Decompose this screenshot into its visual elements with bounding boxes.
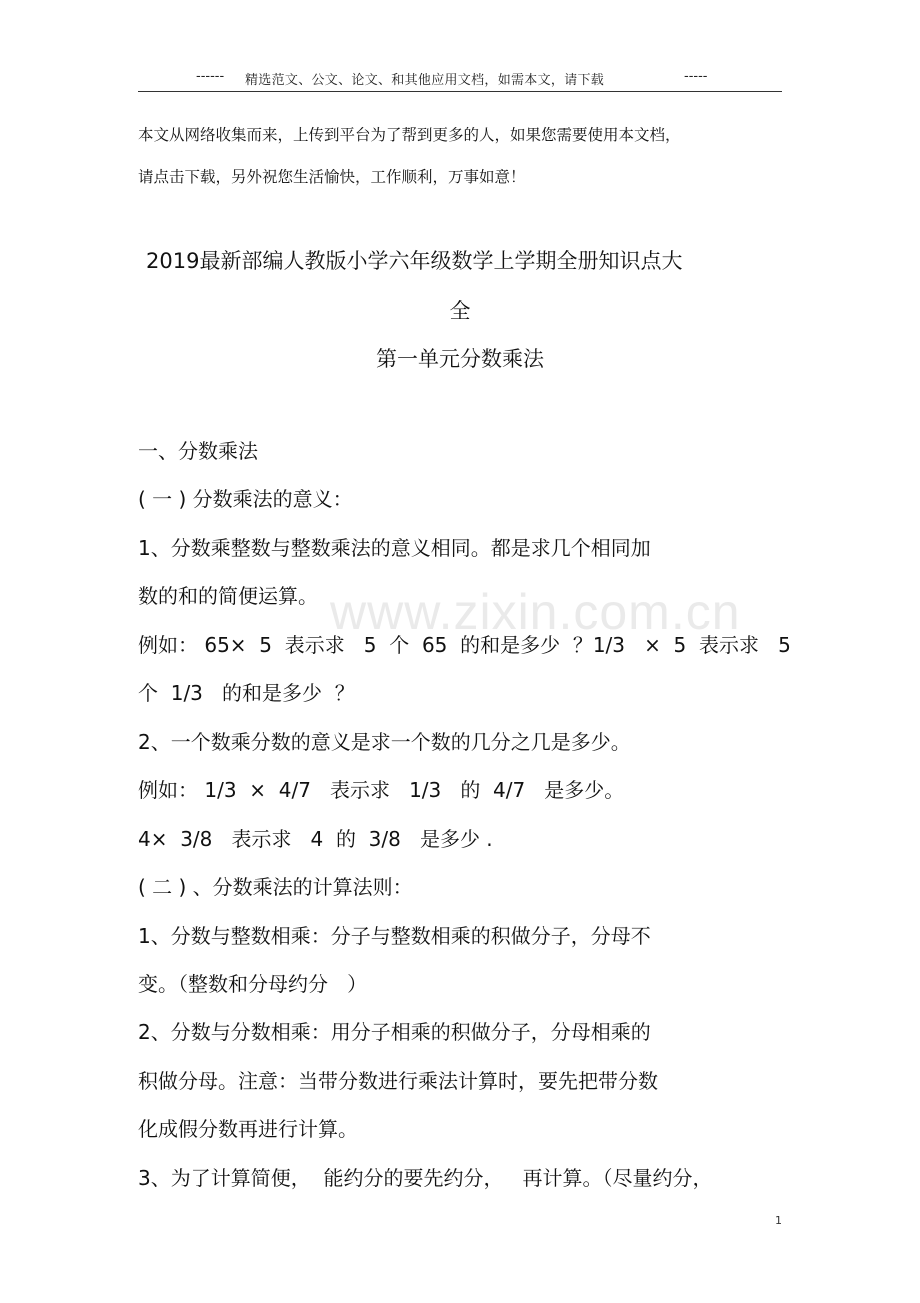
subsection-heading: ( 一 ) 分数乘法的意义： — [138, 487, 353, 511]
watermark: www.zixin.com.cn — [330, 584, 741, 640]
body-line: 变。（整数和分母约分 ） — [138, 972, 368, 996]
body-line: 4× 3/8 表示求 4 的 3/8 是多少 . — [138, 827, 493, 851]
body-line: 个 1/3 的和是多少 ？ — [138, 681, 355, 705]
body-line: 例如： 65× 5 表示求 5 个 65 的和是多少 ？1/3 × 5 表示求 5 — [138, 633, 791, 657]
body-line: 2、分数与分数相乘：用分子相乘的积做分子，分母相乘的 — [138, 1020, 651, 1044]
subsection-heading: ( 二 ) 、分数乘法的计算法则： — [138, 875, 413, 899]
section-heading: 一、分数乘法 — [138, 439, 258, 463]
body-line: 3、为了计算简便， 能约分的要先约分， 再计算。（尽量约分， — [138, 1166, 713, 1190]
page-number: 1 — [775, 1214, 782, 1227]
body-line: 1、分数乘整数与整数乘法的意义相同。都是求几个相同加 — [138, 536, 651, 560]
body-line: 2、一个数乘分数的意义是求一个数的几分之几是多少。 — [138, 730, 631, 754]
unit-heading: 第一单元分数乘法 — [376, 347, 544, 371]
document-title-line-1: 2019最新部编人教版小学六年级数学上学期全册知识点大 — [146, 249, 683, 273]
intro-line-1: 本文从网络收集而来，上传到平台为了帮到更多的人，如果您需要使用本文档， — [138, 126, 681, 144]
intro-line-2: 请点击下载，另外祝您生活愉快，工作顺利，万事如意！ — [138, 168, 526, 186]
body-line: 数的和的简便运算。 — [138, 584, 318, 608]
header-rule — [138, 91, 782, 92]
header-left-dashes: ------ — [196, 69, 225, 84]
page-header — [138, 66, 782, 90]
header-text: 精选范文、公文、论文、和其他应用文档，如需本文，请下载 — [245, 73, 605, 88]
body-line: 积做分母。注意：当带分数进行乘法计算时，要先把带分数 — [138, 1069, 658, 1093]
document-title-line-2: 全 — [449, 299, 471, 323]
body-line: 化成假分数再进行计算。 — [138, 1117, 358, 1141]
header-right-dashes: ----- — [684, 69, 708, 84]
body-line: 1、分数与整数相乘：分子与整数相乘的积做分子，分母不 — [138, 924, 651, 948]
body-line: 例如： 1/3 × 4/7 表示求 1/3 的 4/7 是多少。 — [138, 778, 625, 802]
